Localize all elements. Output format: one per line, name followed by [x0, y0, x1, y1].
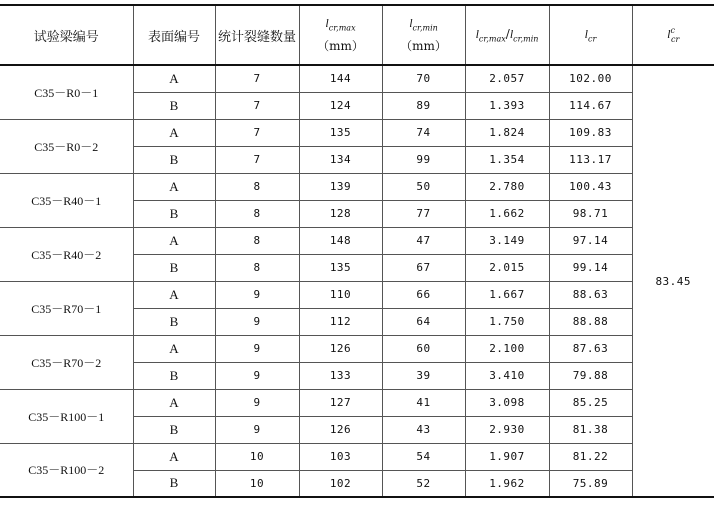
beam-id-cell: C35－R70－1: [0, 281, 133, 335]
lcr-max-cell: 135: [299, 119, 382, 146]
surface-cell: A: [133, 65, 215, 92]
lcr-min-cell: 77: [382, 200, 465, 227]
crack-count-cell: 9: [215, 416, 299, 443]
lcr-cell: 85.25: [549, 389, 632, 416]
beam-id-cell: C35－R40－1: [0, 173, 133, 227]
crack-spacing-table: [0, 4, 714, 498]
lcr-cell: 102.00: [549, 65, 632, 92]
surface-cell: B: [133, 416, 215, 443]
lcr-min-cell: 74: [382, 119, 465, 146]
crack-count-cell: 10: [215, 443, 299, 470]
crack-count-cell: 8: [215, 254, 299, 281]
ratio-cell: 1.354: [465, 146, 549, 173]
lcr-min-cell: 54: [382, 443, 465, 470]
crack-count-cell: 10: [215, 470, 299, 497]
crack-count-cell: 7: [215, 65, 299, 92]
surface-cell: B: [133, 470, 215, 497]
crack-count-cell: 8: [215, 227, 299, 254]
lcr-max-cell: 112: [299, 308, 382, 335]
lcr-cell: 75.89: [549, 470, 632, 497]
beam-id-cell: C35－R0－2: [0, 119, 133, 173]
lcr-min-cell: 66: [382, 281, 465, 308]
surface-cell: A: [133, 281, 215, 308]
crack-count-cell: 7: [215, 119, 299, 146]
header-beam-id: 试验梁编号: [0, 5, 133, 65]
surface-cell: B: [133, 146, 215, 173]
lcr-cell: 99.14: [549, 254, 632, 281]
header-lcr-c: $l^c_{cr}$: [632, 5, 714, 65]
surface-cell: B: [133, 308, 215, 335]
beam-id-cell: C35－R70－2: [0, 335, 133, 389]
lcr-cell: 114.67: [549, 92, 632, 119]
lcr-max-cell: 126: [299, 416, 382, 443]
lcr-min-cell: 47: [382, 227, 465, 254]
beam-id-cell: C35－R100－2: [0, 443, 133, 497]
beam-id-cell: C35－R0－1: [0, 65, 133, 119]
header-row: [0, 5, 714, 65]
ratio-cell: 2.100: [465, 335, 549, 362]
lcr-max-cell: 133: [299, 362, 382, 389]
table-row: [0, 335, 714, 362]
lcr-min-cell: 50: [382, 173, 465, 200]
surface-cell: A: [133, 119, 215, 146]
surface-cell: A: [133, 227, 215, 254]
surface-cell: B: [133, 254, 215, 281]
lcr-min-cell: 52: [382, 470, 465, 497]
lcr-min-cell: 60: [382, 335, 465, 362]
table-row: [0, 227, 714, 254]
crack-count-cell: 9: [215, 308, 299, 335]
lcr-max-cell: 134: [299, 146, 382, 173]
lcr-min-cell: 43: [382, 416, 465, 443]
surface-cell: B: [133, 92, 215, 119]
crack-count-cell: 9: [215, 389, 299, 416]
lcr-min-cell: 70: [382, 65, 465, 92]
lcr-max-cell: 139: [299, 173, 382, 200]
lcr-cell: 113.17: [549, 146, 632, 173]
lcr-max-cell: 127: [299, 389, 382, 416]
ratio-cell: 1.667: [465, 281, 549, 308]
header-crack-count: 统计裂缝数量: [215, 5, 299, 65]
crack-count-cell: 9: [215, 362, 299, 389]
ratio-cell: 2.780: [465, 173, 549, 200]
lcr-cell: 79.88: [549, 362, 632, 389]
header-surface-id: 表面编号: [133, 5, 215, 65]
lcr-max-cell: 103: [299, 443, 382, 470]
lcr-c-cell: 83.45: [632, 65, 714, 497]
ratio-cell: 3.149: [465, 227, 549, 254]
lcr-max-cell: 135: [299, 254, 382, 281]
lcr-max-cell: 126: [299, 335, 382, 362]
lcr-max-cell: 124: [299, 92, 382, 119]
surface-cell: B: [133, 200, 215, 227]
beam-id-cell: C35－R100－1: [0, 389, 133, 443]
lcr-min-cell: 89: [382, 92, 465, 119]
header-lcr: $l_{cr}$: [549, 5, 632, 65]
crack-count-cell: 7: [215, 92, 299, 119]
ratio-cell: 1.962: [465, 470, 549, 497]
table-row: [0, 119, 714, 146]
lcr-max-cell: 144: [299, 65, 382, 92]
ratio-cell: 1.824: [465, 119, 549, 146]
ratio-cell: 3.098: [465, 389, 549, 416]
header-ratio: $l_{cr,max}/l_{cr,min}$: [465, 5, 549, 65]
lcr-cell: 97.14: [549, 227, 632, 254]
ratio-cell: 2.930: [465, 416, 549, 443]
crack-count-cell: 8: [215, 200, 299, 227]
lcr-cell: 109.83: [549, 119, 632, 146]
lcr-max-cell: 148: [299, 227, 382, 254]
lcr-cell: 87.63: [549, 335, 632, 362]
lcr-max-cell: 102: [299, 470, 382, 497]
surface-cell: A: [133, 173, 215, 200]
surface-cell: A: [133, 443, 215, 470]
crack-count-cell: 9: [215, 335, 299, 362]
table-row: [0, 443, 714, 470]
table-row: [0, 65, 714, 92]
crack-count-cell: 8: [215, 173, 299, 200]
ratio-cell: 2.015: [465, 254, 549, 281]
lcr-max-cell: 110: [299, 281, 382, 308]
ratio-cell: 1.393: [465, 92, 549, 119]
surface-cell: A: [133, 335, 215, 362]
table-row: [0, 389, 714, 416]
lcr-cell: 88.63: [549, 281, 632, 308]
table-row: [0, 281, 714, 308]
lcr-min-cell: 67: [382, 254, 465, 281]
table-row: [0, 173, 714, 200]
header-lcr-max: $l_{cr,max}$ （mm）: [299, 5, 382, 65]
header-lcr-min: $l_{cr,min}$ （mm）: [382, 5, 465, 65]
ratio-cell: 1.750: [465, 308, 549, 335]
surface-cell: B: [133, 362, 215, 389]
crack-count-cell: 9: [215, 281, 299, 308]
ratio-cell: 1.907: [465, 443, 549, 470]
beam-id-cell: C35－R40－2: [0, 227, 133, 281]
lcr-cell: 81.22: [549, 443, 632, 470]
lcr-cell: 88.88: [549, 308, 632, 335]
lcr-min-cell: 39: [382, 362, 465, 389]
lcr-min-cell: 64: [382, 308, 465, 335]
lcr-cell: 100.43: [549, 173, 632, 200]
ratio-cell: 3.410: [465, 362, 549, 389]
ratio-cell: 1.662: [465, 200, 549, 227]
lcr-min-cell: 41: [382, 389, 465, 416]
lcr-min-cell: 99: [382, 146, 465, 173]
lcr-cell: 98.71: [549, 200, 632, 227]
crack-count-cell: 7: [215, 146, 299, 173]
ratio-cell: 2.057: [465, 65, 549, 92]
lcr-cell: 81.38: [549, 416, 632, 443]
lcr-max-cell: 128: [299, 200, 382, 227]
surface-cell: A: [133, 389, 215, 416]
